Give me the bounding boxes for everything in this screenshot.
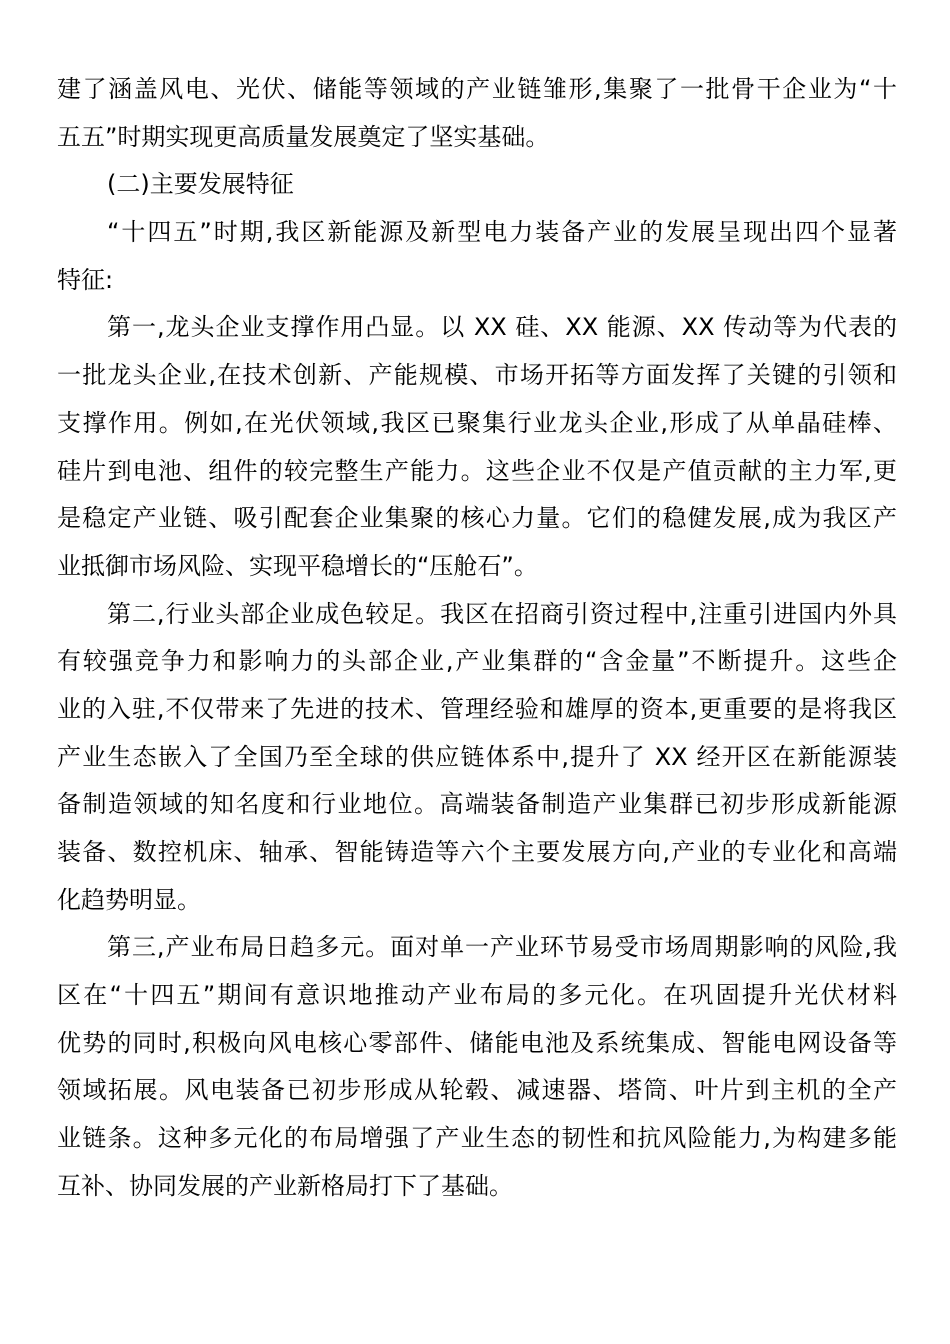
paragraph-line: 装备、数控机床、轴承、智能铸造等六个主要发展方向,产业的专业化和高端 (57, 838, 897, 866)
paragraph-line: 有较强竞争力和影响力的头部企业,产业集群的“含金量”不断提升。这些企 (57, 647, 897, 676)
paragraph-line: 产业生态嵌入了全国乃至全球的供应链体系中,提升了 XX 经开区在新能源装 (57, 742, 897, 771)
intro-paragraph (57, 66, 897, 161)
paragraph-line: 支撑作用。例如,在光伏领域,我区已聚集行业龙头企业,形成了从单晶硅棒、 (57, 408, 897, 437)
paragraph-line: 优势的同时,积极向风电核心零部件、储能电池及系统集成、智能电网设备等 (57, 1028, 897, 1057)
paragraph-line: 业链条。这种多元化的布局增强了产业生态的韧性和抗风险能力,为构建多能 (57, 1124, 897, 1153)
section-heading: (二)主要发展特征 (107, 170, 294, 199)
paragraph-line: 领域拓展。风电装备已初步形成从轮毂、减速器、塔筒、叶片到主机的全产 (57, 1076, 897, 1105)
paragraph-line: 区在“十四五”期间有意识地推动产业布局的多元化。在巩固提升光伏材料 (57, 981, 897, 1010)
paragraph-line: 化趋势明显。 (57, 885, 201, 914)
paragraph-line: 五五”时期实现更高质量发展奠定了坚实基础。 (57, 122, 550, 151)
paragraph-line: 硅片到电池、组件的较完整生产能力。这些企业不仅是产值贡献的主力军,更 (57, 456, 897, 485)
paragraph-line: 业抵御市场风险、实现平稳增长的“压舱石”。 (57, 551, 538, 580)
feature-1-paragraph (57, 304, 897, 590)
paragraph-line: 备制造领域的知名度和行业地位。高端装备制造产业集群已初步形成新能源 (57, 790, 897, 819)
document-page (57, 66, 897, 1211)
paragraph-line: 第二,行业头部企业成色较足。我区在招商引资过程中,注重引进国内外具 (107, 599, 897, 628)
paragraph-line: 第一,龙头企业支撑作用凸显。以 XX 硅、XX 能源、XX 传动等为代表的 (107, 313, 897, 342)
feature-2-paragraph (57, 591, 897, 925)
paragraph-line: 一批龙头企业,在技术创新、产能规模、市场开拓等方面发挥了关键的引领和 (57, 361, 897, 390)
paragraph-line: 是稳定产业链、吸引配套企业集聚的核心力量。它们的稳健发展,成为我区产 (57, 504, 897, 533)
paragraph-line: 建了涵盖风电、光伏、储能等领域的产业链雏形,集聚了一批骨干企业为“十 (57, 75, 897, 103)
feature-3-paragraph (57, 924, 897, 1210)
overview-paragraph (57, 209, 897, 304)
paragraph-line: “十四五”时期,我区新能源及新型电力装备产业的发展呈现出四个显著 (107, 218, 897, 247)
paragraph-line: 业的入驻,不仅带来了先进的技术、管理经验和雄厚的资本,更重要的是将我区 (57, 694, 897, 723)
paragraph-line: 互补、协同发展的产业新格局打下了基础。 (57, 1171, 513, 1200)
paragraph-line: 特征: (57, 265, 114, 294)
paragraph-line: 第三,产业布局日趋多元。面对单一产业环节易受市场周期影响的风险,我 (107, 933, 897, 962)
